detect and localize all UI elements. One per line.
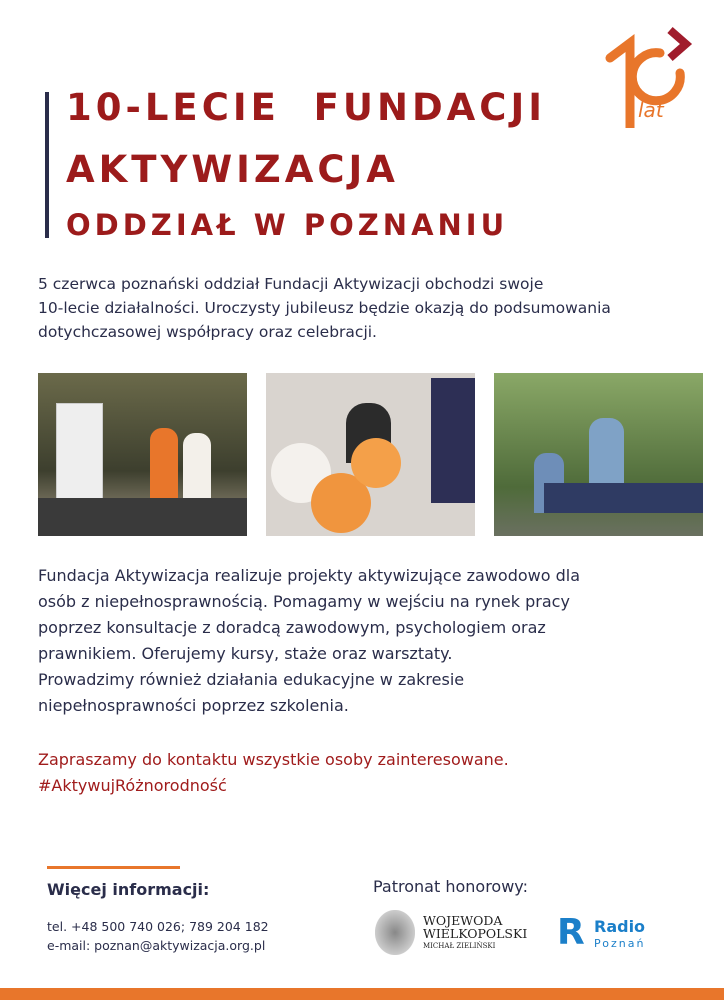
intro-line: 5 czerwca poznański oddział Fundacji Aktywizacji obchodzi swoje [38, 275, 544, 293]
contact-phone: tel. +48 500 740 026; 789 204 182 [47, 919, 269, 934]
body-line: prawnikiem. Oferujemy kursy, staże oraz warsztaty. [38, 644, 453, 663]
intro-paragraph [38, 272, 718, 344]
wojewoda-name: MICHAŁ ZIELIŃSKI [423, 942, 496, 950]
title-line-1: 10-LECIE FUNDACJI [66, 86, 546, 129]
title-accent-bar [45, 92, 49, 238]
intro-line: 10-lecie działalności. Uroczysty jubileusz będzie okazją do podsumowania [38, 299, 611, 317]
event-photo-1 [38, 373, 247, 536]
patronage-heading: Patronat honorowy: [373, 877, 528, 896]
body-line: poprzez konsultacje z doradcą zawodowym, psychologiem oraz [38, 618, 546, 637]
contact-heading: Więcej informacji: [47, 880, 210, 899]
title-line-2: AKTYWIZACJA [66, 148, 399, 191]
contact-email[interactable]: e-mail: poznan@aktywizacja.org.pl [47, 938, 266, 953]
intro-line: dotychczasowej współpracy oraz celebracji. [38, 323, 377, 341]
footer-bar [0, 988, 724, 1000]
description-paragraph [38, 563, 718, 719]
radio-name: Radio [594, 917, 646, 936]
hashtag: #AktywujRóżnorodność [38, 776, 227, 795]
body-line: osób z niepełnosprawnością. Pomagamy w wejściu na rynek pracy [38, 592, 570, 611]
radio-poznan-logo [557, 912, 657, 955]
radio-r-icon: R [557, 912, 585, 953]
logo-10-lat [600, 18, 695, 128]
invitation-text: Zapraszamy do kontaktu wszystkie osoby zainteresowane. [38, 750, 509, 769]
event-photo-2 [266, 373, 475, 536]
body-line: niepełnosprawności poprzez szkolenia. [38, 696, 349, 715]
wojewoda-logo [375, 910, 545, 955]
wojewoda-line: WIELKOPOLSKI [423, 926, 528, 941]
eagle-emblem-icon [375, 910, 415, 955]
event-photo-3 [494, 373, 703, 536]
contact-divider [47, 866, 180, 869]
wojewoda-line: WOJEWODA [423, 913, 503, 928]
invitation [38, 747, 509, 799]
logo-label: lat [638, 98, 664, 122]
radio-city: Poznań [594, 937, 646, 950]
body-line: Prowadzimy również działania edukacyjne w zakresie [38, 670, 465, 689]
title-line-3: ODDZIAŁ W POZNANIU [66, 208, 509, 242]
body-line: Fundacja Aktywizacja realizuje projekty aktywizujące zawodowo dla [38, 566, 581, 585]
